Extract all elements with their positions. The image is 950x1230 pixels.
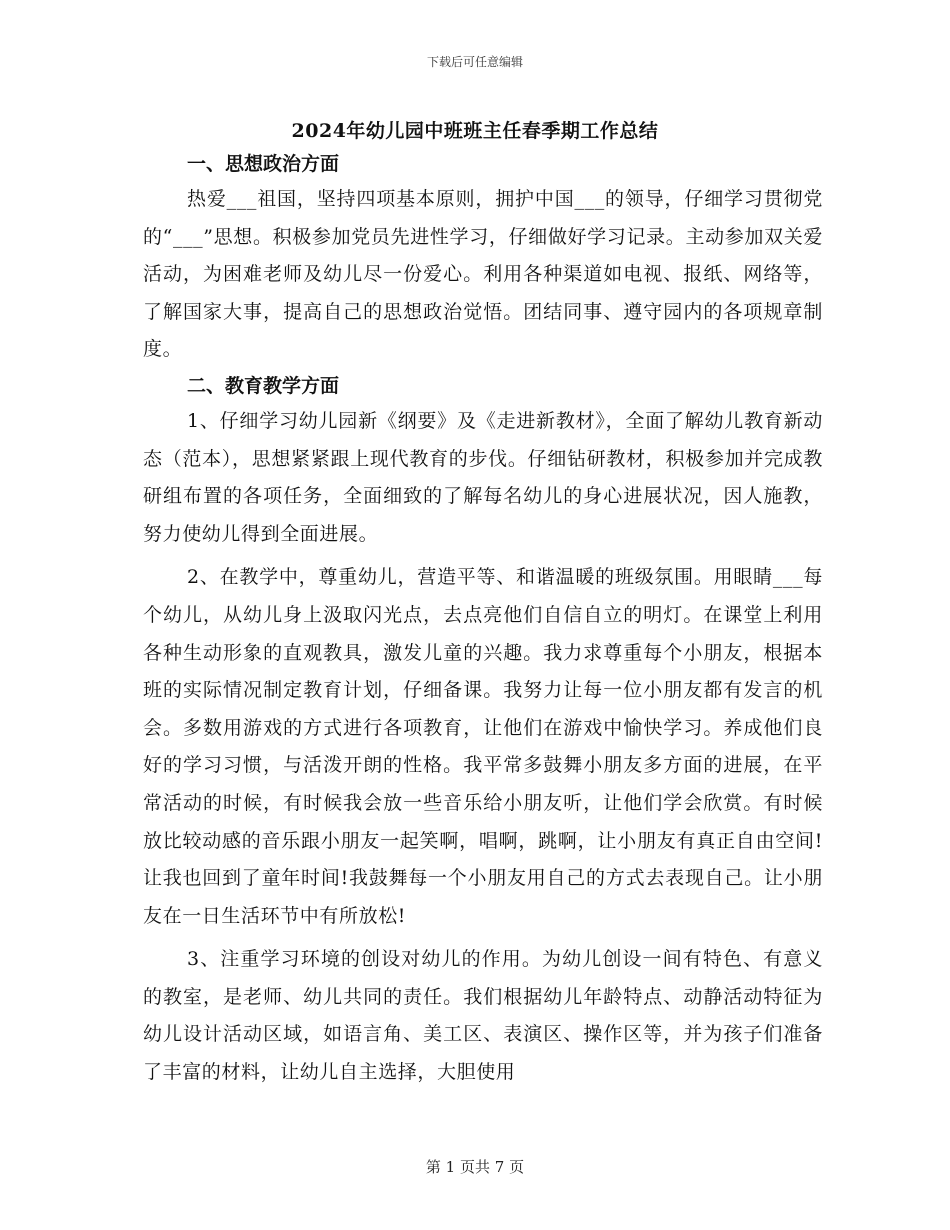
- paragraph: 热爱___祖国，坚持四项基本原则，拥护中国___的领导，仔细学习贯彻党的“___”思想。积极参加党员先进性学习，仔细做好学习记录。主动参加双关爱活动，为困难老师及幼儿尽一份爱心。利用各种渠道如电视、报纸、网络等，了解国家大事，提高自己的思想政治觉悟。团结同事、遵守园内的各项规章制度。: [143, 188, 823, 361]
- section-heading: 一、思想政治方面: [187, 153, 340, 175]
- paragraph: 3、注重学习环境的创设对幼儿的作用。为幼儿创设一间有特色、有意义的教室，是老师、幼儿共同的责任。我们根据幼儿年龄特点、动静活动特征为幼儿设计活动区域，如语言角、美工区、表演区、操作区等，并为孩子们准备了丰富的材料，让幼儿自主选择，大胆使用: [143, 948, 823, 1084]
- page-number: 第 1 页共 7 页: [425, 1158, 525, 1176]
- section-ideology: [143, 147, 823, 369]
- section-heading: 二、教育教学方面: [187, 374, 340, 397]
- document-body: [143, 147, 823, 1092]
- document-title: 2024年幼儿园中班班主任春季期工作总结: [291, 120, 659, 142]
- section-teaching: [143, 369, 823, 1092]
- paragraph: 2、在教学中，尊重幼儿，营造平等、和谐温暖的班级氛围。用眼睛___每个幼儿，从幼儿身上汲取闪光点，去点亮他们自信自立的明灯。在课堂上利用各种生动形象的直观教具，激发儿童的兴趣。我力求尊重每个小朋友，根据本班的实际情况制定教育计划，仔细备课。我努力让每一位小朋友都有发言的机会。多数用游戏的方式进行各项教育，让他们在游戏中愉快学习。养成他们良好的学习习惯，与活泼开朗的性格。我平常多鼓舞小朋友多方面的进展，在平常活动的时候，有时候我会放一些音乐给小朋友听，让他们学会欣赏。有时候放比较动感的音乐跟小朋友一起笑啊，唱啊，跳啊，让小朋友有真正自由空间!让我也回到了童年时间!我鼓舞每一个小朋友用自己的方式去表现自己。让小朋友在一日生活环节中有所放松!: [143, 566, 823, 927]
- paragraph: 1、仔细学习幼儿园新《纲要》及《走进新教材》，全面了解幼儿教育新动态（范本），思想紧紧跟上现代教育的步伐。仔细钻研教材，积极参加并完成教研组布置的各项任务，全面细致的了解每名幼儿的身心进展状况，因人施教，努力使幼儿得到全面进展。: [143, 409, 823, 545]
- page-header-note: 下载后可任意编辑: [426, 55, 523, 69]
